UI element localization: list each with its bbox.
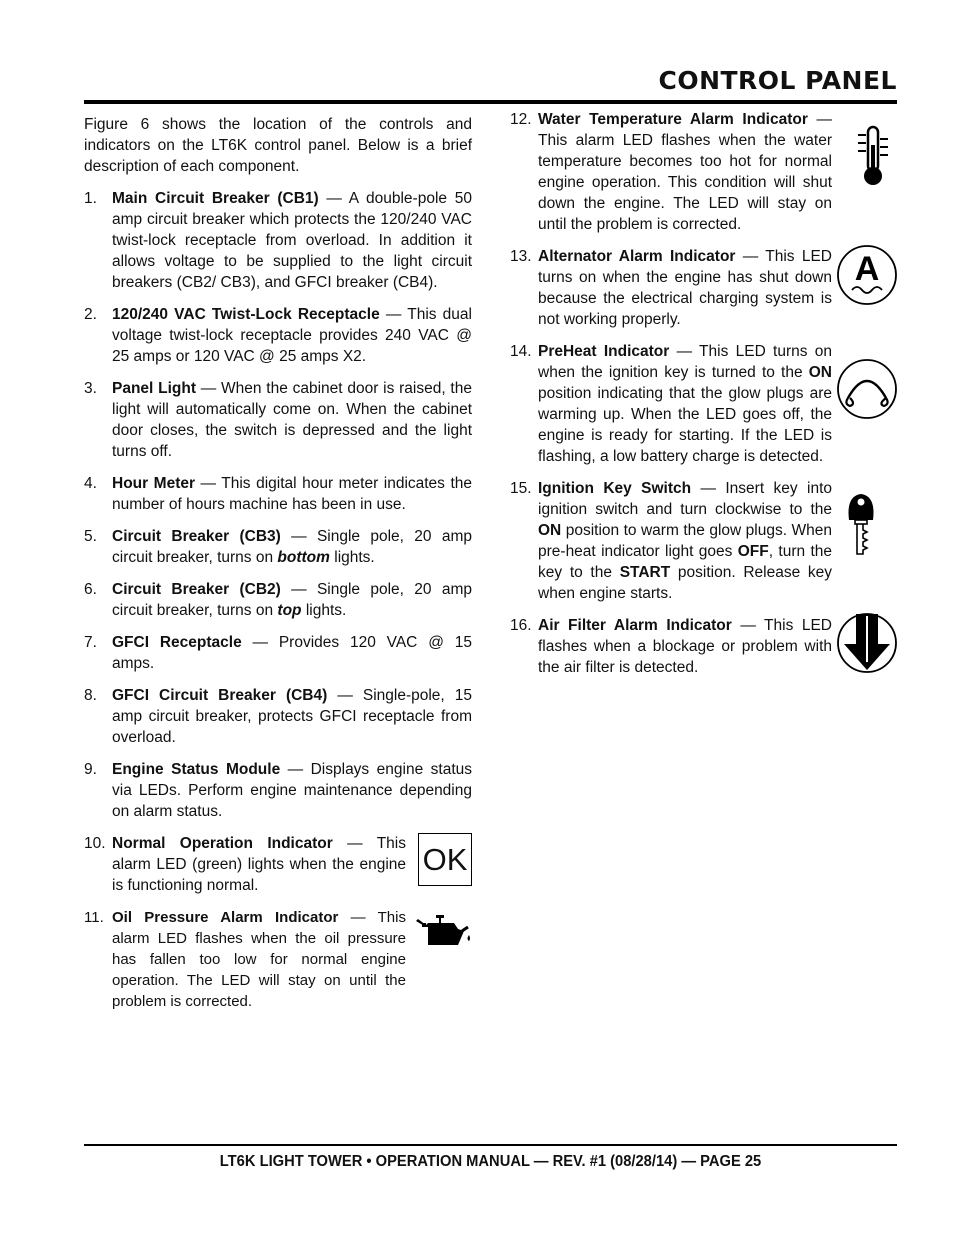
- list-item: 2. 120/240 VAC Twist-Lock Receptacle — This dual voltage twist-lock receptacle provides 240 VAC @ 25 amps or 120 VAC @ 25 amps X2.: [84, 306, 472, 365]
- list-item: 13. Alternator Alarm Indicator — This LED turns on when the engine has shut down because the electrical charging system is not working properly. A: [510, 246, 898, 330]
- thermometer-icon: [858, 125, 888, 187]
- list-item: 14. PreHeat Indicator — This LED turns on when the ignition key is turned to the ON position indicating that the glow plugs are warming up. When the LED goes off, the engine is ready for starting. If the LED is flashing, a low battery charge is detected.: [510, 341, 898, 467]
- list-item: 16. Air Filter Alarm Indicator — This LED flashes when a blockage or problem with the air filter is detected.: [510, 615, 898, 678]
- list-item: 6. Circuit Breaker (CB2) — Single pole, 20 amp circuit breaker, turns on top lights.: [84, 581, 473, 619]
- svg-text:A: A: [854, 250, 880, 288]
- component-list-right: [510, 109, 898, 678]
- list-item: 10. Normal Operation Indicator — This alarm LED (green) lights when the engine is functioning normal. OK: [84, 833, 472, 896]
- list-item: 7. GFCI Receptacle — Provides 120 VAC @ 15 amps.: [84, 634, 472, 672]
- oil-can-icon: [414, 915, 472, 949]
- page-footer: LT6K LIGHT TOWER • OPERATION MANUAL — REV. #1 (08/28/14) — PAGE 25: [219, 1153, 762, 1170]
- list-item: 4. Hour Meter — This digital hour meter indicates the number of hours machine has been in use.: [84, 475, 472, 513]
- alternator-icon: [836, 244, 898, 306]
- air-filter-arrow-icon: [836, 612, 898, 674]
- list-item: 9. Engine Status Module — Displays engine status via LEDs. Perform engine maintenance depending on alarm status.: [84, 761, 472, 820]
- list-item: 15. Ignition Key Switch — Insert key into ignition switch and turn clockwise to the ON position to warm the glow plugs. When pre-heat indicator light goes OFF, turn the key to the START position. Release key when engine starts.: [510, 478, 898, 604]
- header-rule: [84, 100, 897, 104]
- intro-paragraph: Figure 6 shows the location of the controls and indicators on the LT6K control panel. Below is a brief description of each component.: [84, 116, 472, 175]
- left-column: [84, 114, 472, 1023]
- ok-icon: OK: [418, 833, 472, 886]
- list-item: 3. Panel Light — When the cabinet door is raised, the light will automatically come on. When the cabinet door closes, the switch is depressed and the light turns off.: [84, 380, 472, 460]
- list-item: 8. GFCI Circuit Breaker (CB4) — Single-pole, 15 amp circuit breaker, protects GFCI receptacle from overload.: [84, 687, 472, 746]
- right-column: [510, 109, 898, 689]
- key-icon: [846, 492, 876, 556]
- list-item: 5. Circuit Breaker (CB3) — Single pole, 20 amp circuit breaker, turns on bottom lights.: [84, 528, 473, 566]
- footer-rule: [84, 1144, 897, 1146]
- list-item: 12. Water Temperature Alarm Indicator — This alarm LED flashes when the water temperature becomes too hot for normal engine operation. This condition will shut down the engine. The LED will stay on until the problem is corrected.: [510, 109, 898, 235]
- list-item: 1. Main Circuit Breaker (CB1) — A double-pole 50 amp circuit breaker which protects the 120/240 VAC twist-lock receptacle from overload. In addition it allows voltage to be supplied to the light circuit breakers (CB2/ CB3), and GFCI breaker (CB4).: [84, 190, 472, 291]
- glow-plug-icon: [836, 358, 898, 420]
- component-list-left: [84, 188, 472, 1012]
- list-item: 11. Oil Pressure Alarm Indicator — This alarm LED flashes when the oil pressure has fallen too low for normal engine operation. The LED will stay on until the problem is corrected.: [84, 907, 472, 1012]
- page-title: CONTROL PANEL: [658, 66, 897, 95]
